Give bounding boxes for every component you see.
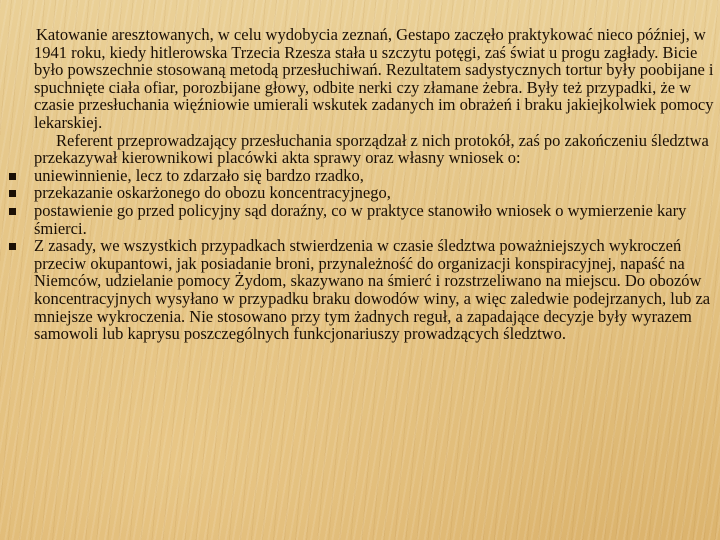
- slide-body: [34, 26, 716, 343]
- paragraph-gestapo-torture: Katowanie aresztowanych, w celu wydobycia zeznań, Gestapo zaczęło praktykować nieco później, w 1941 roku, kiedy hitlerowska Trzecia Rzesza stała u szczytu potęgi, zaś świat u progu zagłady. Bicie było powszechnie stosowaną metodą przesłuchiwań. Rezultatem sadystycznych tortur były poobijane i spuchnięte ciała ofiar, porozbijane głowy, odbite nerki czy złamane żebra. Były też przypadki, że w czasie przesłuchania więźniowie umierali wskutek zadanych im obrażeń i braku jakiejkolwiek pomocy lekarskiej.: [34, 25, 714, 132]
- square-bullet-icon: [9, 243, 16, 250]
- list-item-text: uniewinnienie, lecz to zdarzało się bardzo rzadko,: [34, 165, 364, 185]
- square-bullet-icon: [9, 173, 16, 180]
- list-item-text: przekazanie oskarżonego do obozu koncentracyjnego,: [34, 183, 391, 203]
- list-item-text: postawienie go przed policyjny sąd doraźny, co w praktyce stanowiło wniosek o wymierzenie kary śmierci.: [34, 200, 687, 238]
- list-item: [34, 202, 716, 237]
- list-item: [34, 184, 716, 202]
- square-bullet-icon: [9, 208, 16, 215]
- list-item: [34, 237, 716, 343]
- list-item-text: Z zasady, we wszystkich przypadkach stwierdzenia w czasie śledztwa poważniejszych wykroczeń przeciw okupantowi, jak posiadanie broni, przynależność do organizacji konspiracyjnej, napaść na Niemców, udzielanie pomocy Żydom, skazywano na śmierć i rozstrzeliwano na miejscu. Do obozów koncentracyjnych wysyłano w przypadku braku dowodów winy, a więc zaledwie podejrzanych, lub za mniejsze wykroczenia. Nie stosowano przy tym żadnych reguł, a zapadające decyzje były wyrazem samowoli lub kaprysu poszczególnych funkcjonariuszy prowadzących śledztwo.: [34, 236, 711, 344]
- outcome-list: [34, 167, 716, 343]
- paragraph-interrogation-report: Referent przeprowadzający przesłuchania sporządzał z nich protokół, zaś po zakończeniu śledztwa przekazywał kierownikowi placówki akta sprawy oraz własny wniosek o:: [34, 130, 709, 168]
- square-bullet-icon: [9, 190, 16, 197]
- list-item: [34, 167, 716, 185]
